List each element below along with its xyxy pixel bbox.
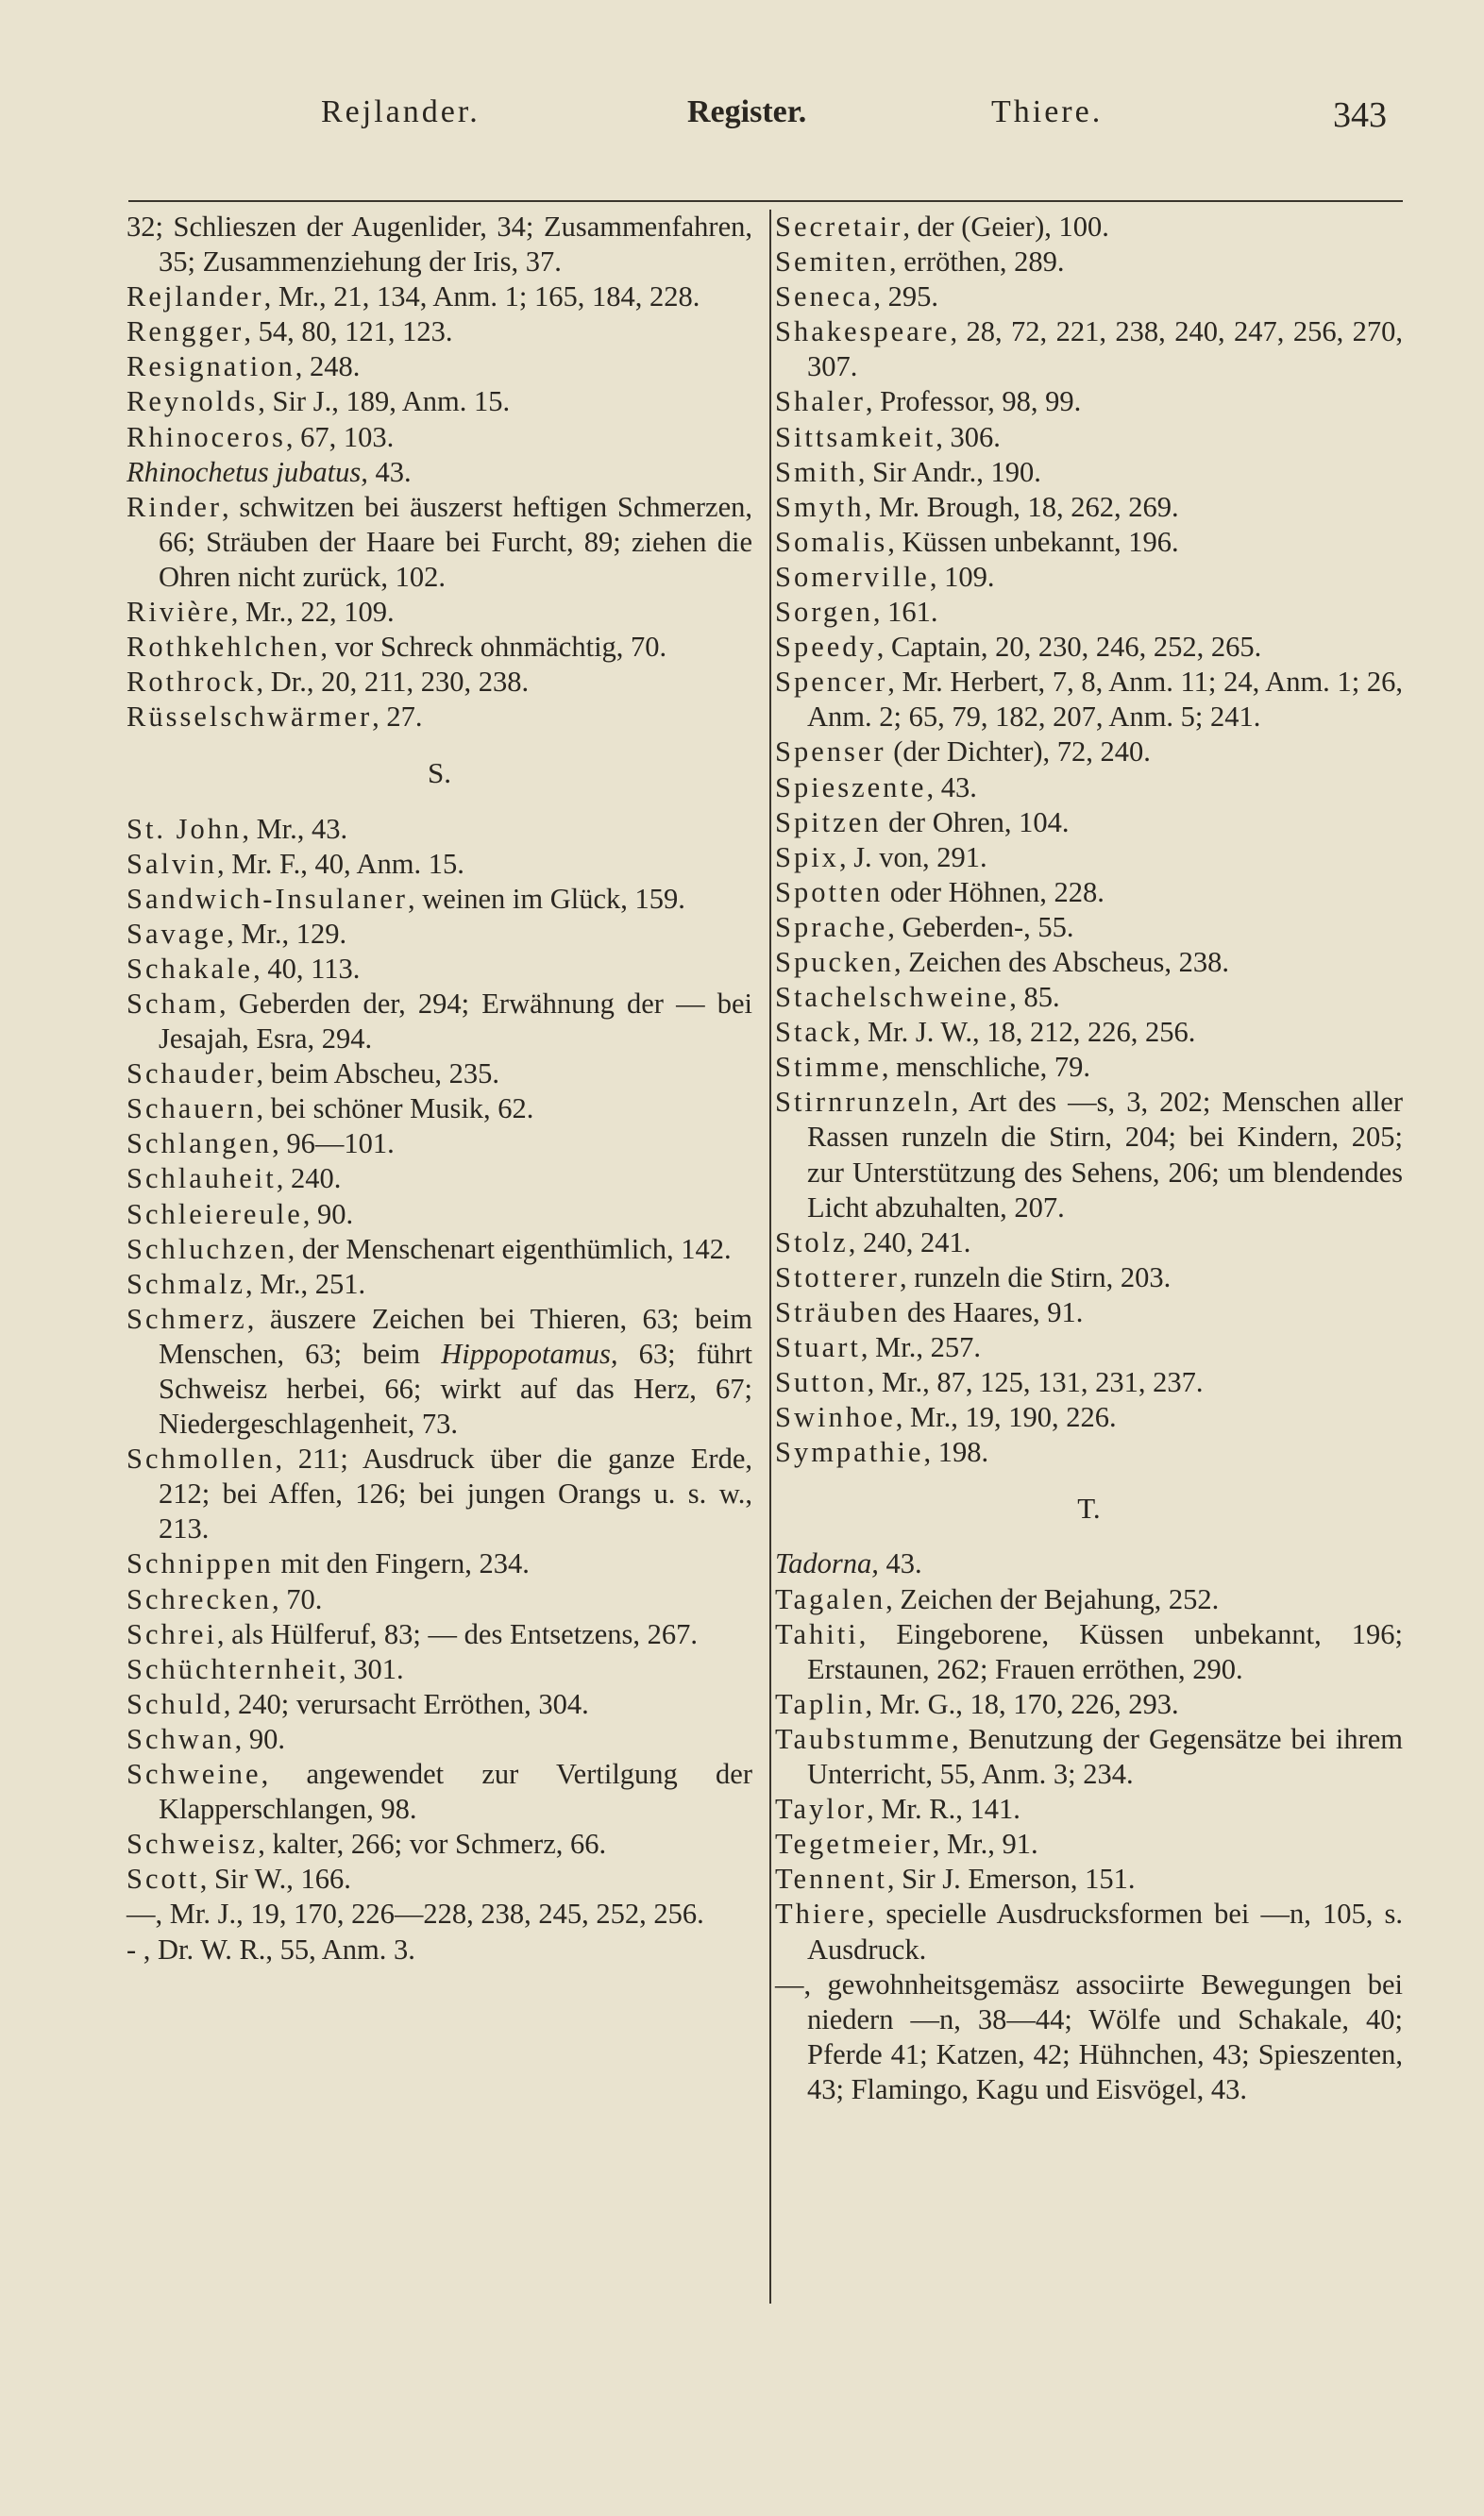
entry-headword: Somalis [775, 525, 888, 558]
entry-text: , Professor, 98, 99. [865, 385, 1082, 418]
entry-headword: Spotten [775, 875, 884, 908]
index-entry [775, 770, 1403, 805]
entry-headword: Savage [126, 917, 228, 950]
entry-headword: Taubstumme [775, 1722, 953, 1755]
entry-text: , der (Geier), 100. [902, 211, 1109, 243]
header-center: Register. [687, 94, 807, 129]
entry-headword: Thiere [775, 1898, 868, 1931]
entry-text: , beim Abscheu, 235. [256, 1057, 500, 1090]
index-entry [775, 1435, 1403, 1470]
index-entry [775, 1050, 1403, 1085]
entry-headword: Schluchzen [126, 1232, 288, 1265]
entry-headword: Reynolds [126, 385, 259, 418]
entry-headword: Tagalen [775, 1582, 886, 1615]
entry-headword: Smith [775, 455, 858, 488]
index-entry [775, 314, 1403, 384]
entry-headword: Shakespeare [775, 315, 951, 348]
entry-text: des Haares, 91. [900, 1295, 1084, 1328]
entry-text: , kalter, 266; vor Schmerz, 66. [258, 1828, 607, 1861]
entry-headword: Schauder [126, 1057, 257, 1090]
entry-headword: Spitzen [775, 805, 882, 838]
entry-text: , 70. [272, 1582, 323, 1615]
index-entry [126, 595, 752, 630]
index-entry [126, 1687, 752, 1722]
entry-headword: Sorgen [775, 596, 873, 629]
entry-text: , erröthen, 289. [888, 245, 1065, 279]
index-entry [126, 1197, 752, 1232]
entry-text: mit den Fingern, 234. [273, 1547, 530, 1580]
entry-headword: Schwan [126, 1722, 235, 1755]
entry-headword: Schnippen [126, 1547, 274, 1580]
entry-headword: Rothkehlchen [126, 631, 321, 664]
entry-headword: Schakale [126, 952, 254, 985]
entry-text: , 85. [1009, 981, 1060, 1014]
entry-text: , als Hülferuf, 83; — des Entsetzens, 267. [216, 1617, 698, 1650]
entry-headword: Schüchternheit [126, 1652, 339, 1685]
entry-headword: Schmerz [126, 1302, 247, 1335]
index-entry [775, 1687, 1403, 1722]
entry-text: , menschliche, 79. [881, 1051, 1090, 1084]
index-entry [775, 455, 1403, 490]
entry-text: , Mr. J. W., 18, 212, 226, 256. [852, 1016, 1196, 1049]
entry-text: —, Mr. J., 19, 170, 226—228, 238, 245, 252, 256. [126, 1898, 704, 1931]
entry-headword: Schrei [126, 1617, 217, 1650]
entry-text: , 161. [872, 596, 938, 629]
entry-headword: Seneca [775, 280, 874, 313]
index-entry [775, 525, 1403, 560]
entry-italic: Hippopotamus, [441, 1337, 618, 1370]
entry-text: , 306. [936, 420, 1001, 453]
entry-headword: Shaler [775, 385, 866, 418]
entry-headword: Salvin [126, 847, 217, 880]
index-entry [775, 630, 1403, 665]
index-entry [775, 1967, 1403, 2107]
entry-text: , Mr., 251. [245, 1267, 366, 1300]
index-entry [126, 279, 752, 314]
entry-headword: Scott [126, 1863, 200, 1896]
entry-text: , 90. [302, 1197, 354, 1230]
entry-headword: Taylor [775, 1793, 868, 1826]
index-entry [775, 1365, 1403, 1400]
entry-headword: Tahiti [775, 1617, 859, 1650]
entry-text: , 211; Ausdruck über die ganze Erde, 212; bei Affen, 126; bei jungen Orangs u. s. w., 213. [159, 1443, 752, 1545]
entry-headword: Spieszente [775, 770, 927, 803]
entry-headword: Rothrock [126, 666, 257, 699]
index-entry [126, 1652, 752, 1687]
entry-text: 43. [367, 455, 412, 488]
entry-text: , Mr. F., 40, Anm. 15. [216, 847, 464, 880]
entry-text: , Sir Andr., 190. [857, 455, 1041, 488]
entry-text: , Art des —s, 3, 202; Menschen aller Rassen runzeln die Stirn, 204; bei Kindern, 205; zur Unterstützung des Sehens, 206; um blendendes Licht abzuhalten, 207. [807, 1086, 1403, 1224]
index-entry [775, 420, 1403, 455]
entry-text: 43. [878, 1547, 922, 1580]
index-entry [126, 700, 752, 735]
entry-italic: Tadorna, [775, 1547, 879, 1580]
entry-text: , Mr., 257. [860, 1331, 981, 1363]
index-entry [775, 1015, 1403, 1050]
entry-text: , 40, 113. [253, 952, 361, 985]
index-entry [126, 882, 752, 917]
entry-headword: Stotterer [775, 1260, 901, 1293]
entry-text: , Zeichen der Bejahung, 252. [885, 1582, 1220, 1615]
entry-headword: Swinhoe [775, 1401, 896, 1434]
header-rule [128, 200, 1403, 202]
index-entry [775, 840, 1403, 875]
header-right: Thiere. [991, 94, 1104, 129]
index-entry [126, 210, 752, 279]
entry-text: (der Dichter), 72, 240. [885, 735, 1151, 768]
entry-headword: Spucken [775, 945, 895, 978]
index-entry [126, 812, 752, 847]
entry-headword: Schauern [126, 1092, 257, 1125]
entry-headword: Spencer [775, 666, 888, 699]
entry-text: , 54, 80, 121, 123. [244, 315, 453, 348]
entry-text: , Captain, 20, 230, 246, 252, 265. [876, 631, 1262, 664]
index-entry [775, 490, 1403, 525]
entry-text: , 240, 241. [848, 1225, 971, 1258]
index-entry [775, 560, 1403, 595]
entry-text: , Geberden der, 294; Erwähnung der — bei Jesajah, Esra, 294. [159, 987, 752, 1055]
entry-text: , Mr. G., 18, 170, 226, 293. [865, 1687, 1179, 1720]
entry-headword: Schweine [126, 1758, 261, 1791]
entry-text: , angewendet zur Vertilgung der Klapperschlangen, 98. [159, 1758, 752, 1826]
entry-text: , 240. [276, 1162, 342, 1195]
entry-text: , 295. [873, 280, 938, 313]
index-entry [775, 1330, 1403, 1365]
entry-text: , Mr. Herbert, 7, 8, Anm. 11; 24, Anm. 1; 26, Anm. 2; 65, 79, 182, 207, Anm. 5; 241. [807, 666, 1403, 734]
entry-text: 63; führt Schweisz herbei, 66; wirkt auf das Herz, 67; Niedergeschlagenheit, 73. [159, 1337, 752, 1441]
entry-text: , 96—101. [272, 1127, 395, 1160]
entry-headword: Stuart [775, 1331, 861, 1363]
entry-text: , 109. [929, 560, 995, 593]
entry-headword: Stachelschweine [775, 981, 1010, 1014]
index-entry [775, 910, 1403, 945]
entry-headword: Semiten [775, 245, 889, 279]
entry-headword: Scham [126, 987, 220, 1020]
entry-text: , 248. [295, 350, 361, 383]
index-entry [126, 349, 752, 384]
entry-headword: St. John [126, 812, 243, 845]
index-entry [775, 210, 1403, 245]
entry-text: , Zeichen des Abscheus, 238. [894, 945, 1229, 978]
entry-text: , Sir W., 166. [199, 1863, 351, 1896]
header-left: Rejlander. [321, 94, 481, 129]
entry-headword: Schleiereule [126, 1197, 303, 1230]
index-entry [775, 1792, 1403, 1827]
index-entry [775, 1295, 1403, 1330]
index-entry [126, 384, 752, 419]
index-entry [126, 1933, 752, 1967]
entry-headword: Schweisz [126, 1828, 259, 1861]
entry-text: , 67, 103. [285, 420, 395, 453]
entry-text: , 27. [372, 701, 423, 734]
index-entry [775, 1085, 1403, 1224]
entry-text: , Sir J. Emerson, 151. [886, 1863, 1136, 1896]
entry-headword: Taplin [775, 1687, 866, 1720]
index-entry [126, 665, 752, 700]
index-entry [775, 1546, 1403, 1581]
entry-text: , Küssen unbekannt, 196. [887, 525, 1179, 558]
index-entry [775, 1260, 1403, 1295]
index-entry [775, 245, 1403, 279]
entry-text: , 198. [923, 1436, 989, 1469]
index-entry [126, 1161, 752, 1196]
entry-headword: Stolz [775, 1225, 849, 1258]
index-entry [775, 1897, 1403, 1967]
entry-text: , 240; verursacht Erröthen, 304. [223, 1687, 589, 1720]
entry-text: , Mr., 43. [242, 812, 348, 845]
index-entry [775, 595, 1403, 630]
entry-text: , äuszere Zeichen bei Thieren, 63; beim Menschen, 63; beim [159, 1302, 752, 1370]
index-entry [775, 945, 1403, 980]
entry-text: , 301. [338, 1652, 404, 1685]
entry-text: , Mr. R., 141. [867, 1793, 1020, 1826]
index-entry [126, 455, 752, 490]
column-divider [769, 210, 771, 2304]
entry-text: , Dr., 20, 211, 230, 238. [256, 666, 530, 699]
index-entry [126, 1232, 752, 1267]
entry-text: , Mr. Brough, 18, 262, 269. [864, 490, 1179, 523]
index-entry [126, 847, 752, 882]
entry-headword: Sandwich-Insulaner [126, 882, 408, 915]
entry-text: —, gewohnheitsgemäsz associirte Bewegungen bei niedern —n, 38—44; Wölfe und Schakale, 40; Pferde 41; Katzen, 42; Hühnchen, 43; Spieszenten, 43; Flamingo, Kagu und Eisvögel, 43. [775, 1967, 1403, 2105]
entry-headword: Rengger [126, 315, 245, 348]
entry-headword: Rhinoceros [126, 420, 286, 453]
entry-headword: Secretair [775, 211, 903, 243]
entry-headword: Stirnrunzeln [775, 1086, 952, 1119]
entry-headword: Rivière [126, 596, 231, 629]
entry-headword: Sittsamkeit [775, 420, 936, 453]
entry-headword: Stimme [775, 1051, 882, 1084]
running-header [0, 94, 1484, 142]
index-entry [775, 980, 1403, 1015]
index-entry [126, 917, 752, 952]
index-entry [126, 1546, 752, 1581]
index-entry [775, 1617, 1403, 1687]
section-letter: T. [1077, 1492, 1101, 1526]
entry-text: , weinen im Glück, 159. [407, 882, 685, 915]
entry-text: oder Höhnen, 228. [883, 875, 1105, 908]
entry-headword: Smyth [775, 490, 865, 523]
entry-text: der Ohren, 104. [881, 805, 1070, 838]
index-entry [775, 1827, 1403, 1862]
index-entry [126, 1862, 752, 1897]
entry-headword: Schmollen [126, 1443, 276, 1476]
entry-text: , Mr., 22, 109. [230, 596, 395, 629]
entry-text: - , Dr. W. R., 55, Anm. 3. [126, 1933, 415, 1966]
entry-text: , 90. [234, 1722, 285, 1755]
entry-headword: Sträuben [775, 1295, 901, 1328]
entry-headword: Schlangen [126, 1127, 273, 1160]
entry-text: , Geberden-, 55. [887, 910, 1074, 943]
index-entry [775, 1722, 1403, 1792]
entry-text: , Mr., 129. [227, 917, 347, 950]
index-entry [126, 1442, 752, 1546]
entry-italic: Rhinochetus jubatus, [126, 455, 368, 488]
entry-text: , 28, 72, 221, 238, 240, 247, 256, 270, 307. [807, 315, 1403, 383]
index-entry [126, 630, 752, 665]
entry-text: , Mr., 19, 190, 226. [895, 1401, 1117, 1434]
entry-headword: Schmalz [126, 1267, 246, 1300]
index-entry [775, 735, 1403, 769]
entry-text: , bei schöner Musik, 62. [256, 1092, 534, 1125]
entry-headword: Tennent [775, 1863, 887, 1896]
entry-text: , Mr., 91. [932, 1828, 1038, 1861]
index-entry [126, 1091, 752, 1126]
entry-headword: Sprache [775, 910, 888, 943]
entry-headword: Schlauheit [126, 1162, 277, 1195]
index-entry [126, 1897, 752, 1932]
entry-headword: Schuld [126, 1687, 224, 1720]
entry-headword: Rinder [126, 490, 223, 523]
index-entry [126, 1757, 752, 1827]
index-entry [775, 1225, 1403, 1260]
index-entry [775, 1400, 1403, 1435]
entry-text: , Eingeborene, Küssen unbekannt, 196; Erstaunen, 262; Frauen erröthen, 290. [807, 1617, 1403, 1685]
entry-text: , Benutzung der Gegensätze bei ihrem Unterricht, 55, Anm. 3; 234. [807, 1722, 1403, 1791]
entry-headword: Sympathie [775, 1436, 924, 1469]
index-entry [126, 1302, 752, 1442]
page-number: 343 [1333, 95, 1387, 135]
entry-headword: Somerville [775, 560, 930, 593]
entry-text: , 43. [926, 770, 977, 803]
entry-text: , vor Schreck ohnmächtig, 70. [320, 631, 667, 664]
entry-text: 32; Schlieszen der Augenlider, 34; Zusammenfahren, 35; Zusammenziehung der Iris, 37. [126, 211, 752, 279]
entry-headword: Rüsselschwärmer [126, 701, 373, 734]
entry-text: , der Menschenart eigenthümlich, 142. [287, 1232, 732, 1265]
index-entry [126, 420, 752, 455]
entry-headword: Schrecken [126, 1582, 273, 1615]
entry-text: , runzeln die Stirn, 203. [900, 1260, 1172, 1293]
entry-text: , Mr., 21, 134, Anm. 1; 165, 184, 228. [263, 280, 700, 313]
index-entry [126, 987, 752, 1056]
index-entry [126, 1056, 752, 1091]
entry-headword: Spix [775, 840, 839, 873]
index-entry [126, 1126, 752, 1161]
index-entry [126, 952, 752, 987]
entry-text: , J. von, 291. [838, 840, 987, 873]
index-entry [126, 1582, 752, 1617]
index-entry [775, 1862, 1403, 1897]
entry-headword: Stack [775, 1016, 853, 1049]
index-entry [775, 665, 1403, 735]
index-entry [775, 279, 1403, 314]
entry-headword: Sutton [775, 1366, 868, 1399]
left-column [126, 210, 752, 1967]
index-entry [775, 384, 1403, 419]
entry-headword: Spenser [775, 735, 886, 768]
index-entry [126, 1617, 752, 1652]
index-entry [775, 1582, 1403, 1617]
index-entry [126, 1267, 752, 1302]
entry-headword: Resignation [126, 350, 295, 383]
entry-text: , Mr., 87, 125, 131, 231, 237. [867, 1366, 1204, 1399]
index-entry [126, 1827, 752, 1862]
index-entry [775, 805, 1403, 840]
entry-text: , specielle Ausdrucksformen bei —n, 105, s. Ausdruck. [807, 1898, 1403, 1966]
section-letter: S. [428, 756, 451, 790]
entry-headword: Rejlander [126, 280, 264, 313]
entry-text: , Sir J., 189, Anm. 15. [258, 385, 511, 418]
index-entry [126, 314, 752, 349]
index-entry [126, 490, 752, 595]
index-entry [126, 1722, 752, 1757]
entry-headword: Speedy [775, 631, 877, 664]
right-column [775, 210, 1403, 2107]
entry-text: , schwitzen bei äuszerst heftigen Schmerzen, 66; Sträuben der Haare bei Furcht, 89; ziehen die Ohren nicht zurück, 102. [159, 490, 752, 593]
entry-headword: Tegetmeier [775, 1828, 933, 1861]
index-entry [775, 875, 1403, 910]
